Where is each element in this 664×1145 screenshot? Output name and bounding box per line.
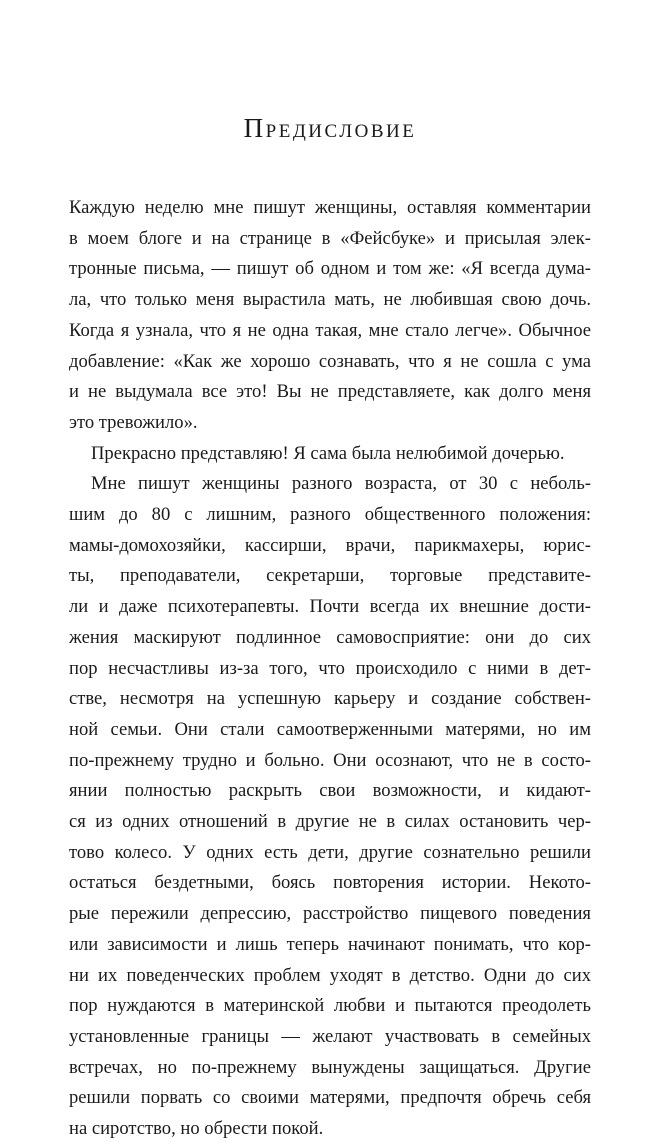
text-line: ни их поведенческих проблем уходят в детство. Одни до сих (69, 964, 591, 986)
paragraph (69, 439, 591, 470)
text-line: мамы-домохозяйки, кассирши, врачи, парикмахеры, юрис- (69, 534, 591, 556)
text-line: тово колесо. У одних есть дети, другие сознательно решили (69, 841, 591, 863)
chapter-title: Предисловие (243, 113, 417, 143)
text-line: по-прежнему трудно и больно. Они осознают, что не в состо- (69, 749, 591, 771)
text-line: жения маскируют подлинное самовосприятие: они до сих (69, 626, 591, 648)
paragraph (69, 193, 591, 439)
book-page (69, 0, 591, 1140)
text-line: в моем блоге и на странице в «Фейсбуке» и присылая элек- (69, 227, 591, 249)
text-line: Когда я узнала, что я не одна такая, мне стало легче». Обычное (69, 319, 591, 341)
text-line: это тревожило». (69, 411, 198, 433)
text-line: шим до 80 с лишним, разного общественного положения: (69, 504, 591, 526)
text-line: Прекрасно представляю! Я сама была нелюбимой дочерью. (91, 442, 565, 464)
text-line: установленные границы — желают участвовать в семейных (69, 1025, 591, 1047)
text-line: ты, преподаватели, секретарши, торговые представите- (69, 565, 591, 587)
text-line: остаться бездетными, боясь повторения истории. Некото- (69, 872, 591, 894)
text-line: и не выдумала все это! Вы не представляете, как долго меня (69, 381, 591, 403)
text-line: добавление: «Как же хорошо сознавать, что я не сошла с ума (69, 350, 591, 372)
text-line: ся из одних отношений в другие не в силах остановить чер- (69, 811, 591, 833)
text-line: тронные письма, — пишут об одном и том же: «Я всегда дума- (69, 258, 591, 280)
text-line: пор несчастливы из-за того, что происходило с ними в дет- (69, 657, 591, 679)
text-line: встречах, но по-прежнему вынуждены защищаться. Другие (69, 1056, 591, 1078)
text-line: решили порвать со своими матерями, предпочтя обречь себя (69, 1087, 591, 1109)
text-line: пор нуждаются в материнской любви и пытаются преодолеть (69, 995, 591, 1017)
text-line: ла, что только меня вырастила мать, не любившая свою дочь. (69, 289, 591, 311)
text-line: или зависимости и лишь теперь начинают понимать, что кор- (69, 933, 591, 955)
paragraph (69, 469, 591, 1144)
text-line: стве, несмотря на успешную карьеру и создание собствен- (69, 688, 591, 710)
text-line: Каждую неделю мне пишут женщины, оставляя комментарии (69, 197, 591, 218)
text-line: янии полностью раскрыть свои возможности, и кидают- (69, 780, 591, 802)
text-line: на сиротство, но обрести покой. (69, 1118, 324, 1140)
text-line: Мне пишут женщины разного возраста, от 30 с неболь- (91, 473, 591, 495)
text-line: ной семьи. Они стали самоотверженными матерями, но им (69, 718, 591, 740)
text-line: рые пережили депрессию, расстройство пищевого поведения (69, 903, 591, 925)
chapter-body (69, 193, 591, 1145)
text-line: ли и даже психотерапевты. Почти всегда их внешние дости- (69, 596, 591, 618)
